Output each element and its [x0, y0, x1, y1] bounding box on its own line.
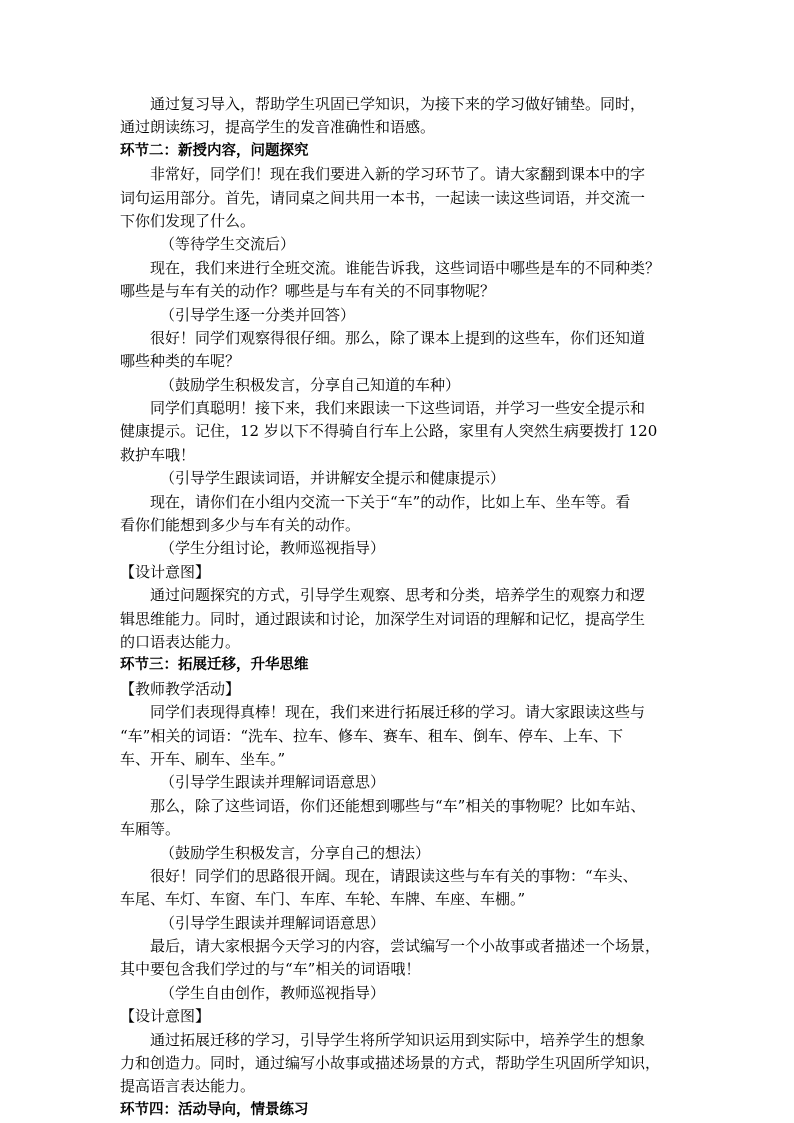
- paragraph-first-line: 通过复习导入，帮助学生巩固已学知识，为接下来的学习做好铺垫。同时，: [150, 95, 646, 113]
- paragraph-first-line: 现在，请你们在小组内交流一下关于“车”的动作，比如上车、坐车等。看: [150, 492, 631, 511]
- document-page: [120, 93, 680, 1122]
- stage-direction-line: （引导学生跟读并理解词语意思）: [160, 913, 386, 932]
- paragraph-first-line: 非常好，同学们！现在我们要进入新的学习环节了。请大家翻到课本中的字: [150, 165, 646, 184]
- bracket-label: 【教师教学活动】: [120, 679, 241, 698]
- body-line: 车、开车、刷车、坐车。”: [120, 749, 286, 768]
- body-line: 的口语表达能力。: [120, 632, 241, 651]
- section-heading: 环节四：活动导向，情景练习: [120, 1101, 309, 1118]
- body-line: 哪些种类的车呢？: [120, 352, 241, 371]
- body-line: 词句运用部分。首先，请同桌之间共用一本书，一起读一读这些词语，并交流一: [120, 188, 646, 207]
- paragraph-first-line: 通过问题探究的方式，引导学生观察、思考和分类，培养学生的观察力和逻: [150, 586, 646, 605]
- stage-direction-line: （引导学生跟读并理解词语意思）: [160, 773, 386, 792]
- paragraph-first-line: 很好！同学们观察得很仔细。那么，除了课本上提到的这些车，你们还知道: [150, 328, 646, 347]
- body-line: 车尾、车灯、车窗、车门、车库、车轮、车牌、车座、车棚。”: [120, 890, 526, 909]
- paragraph-first-line: 最后，请大家根据今天学习的内容，尝试编写一个小故事或者描述一个场景，: [150, 937, 661, 956]
- paragraph-first-line: 那么，除了这些词语，你们还能想到哪些与“车”相关的事物呢？比如车站、: [150, 796, 646, 815]
- bracket-label: 【设计意图】: [120, 562, 211, 581]
- section-heading: 环节二：新授内容，问题探究: [120, 142, 309, 159]
- body-line: 救护车哦！: [120, 445, 196, 464]
- body-line: 其中要包含我们学过的与“车”相关的词语哦！: [120, 960, 421, 979]
- section-heading: 环节三：拓展迁移，升华思维: [120, 657, 309, 674]
- body-line: 力和创造力。同时，通过编写小故事或描述场景的方式，帮助学生巩固所学知识，: [120, 1054, 661, 1073]
- stage-direction-line: （鼓励学生积极发言，分享自己知道的车种）: [160, 375, 461, 394]
- stage-direction-line: （引导学生逐一分类并回答）: [160, 305, 356, 324]
- stage-direction-line: （学生自由创作，教师巡视指导）: [160, 983, 386, 1002]
- body-line: 提高语言表达能力。: [120, 1077, 256, 1096]
- paragraph-first-line: 通过拓展迁移的学习，引导学生将所学知识运用到实际中，培养学生的想象: [150, 1030, 646, 1049]
- body-line: 通过朗读练习，提高学生的发音准确性和语感。: [120, 118, 436, 137]
- body-line: 下你们发现了什么。: [120, 211, 256, 230]
- stage-direction-line: （学生分组讨论，教师巡视指导）: [160, 539, 386, 558]
- body-line: 车厢等。: [120, 820, 181, 839]
- body-line: 健康提示。记住，12 岁以下不得骑自行车上公路，家里有人突然生病要拨打 120: [120, 422, 658, 441]
- bracket-label: 【设计意图】: [120, 1007, 211, 1026]
- body-line: 看你们能想到多少与车有关的动作。: [120, 516, 361, 535]
- body-line: 哪些是与车有关的动作？哪些是与车有关的不同事物呢？: [120, 282, 496, 301]
- body-line: “车”相关的词语：“洗车、拉车、修车、赛车、租车、倒车、停车、上车、下: [120, 726, 624, 745]
- paragraph-first-line: 现在，我们来进行全班交流。谁能告诉我，这些词语中哪些是车的不同种类？: [150, 258, 661, 277]
- stage-direction-line: （引导学生跟读词语，并讲解安全提示和健康提示）: [160, 469, 506, 488]
- paragraph-first-line: 同学们真聪明！接下来，我们来跟读一下这些词语，并学习一些安全提示和: [150, 399, 646, 418]
- paragraph-first-line: 同学们表现得真棒！现在，我们来进行拓展迁移的学习。请大家跟读这些与: [150, 703, 646, 722]
- stage-direction-line: （鼓励学生积极发言，分享自己的想法）: [160, 843, 431, 862]
- body-line: 辑思维能力。同时，通过跟读和讨论，加深学生对词语的理解和记忆，提高学生: [120, 609, 646, 628]
- paragraph-first-line: 很好！同学们的思路很开阔。现在，请跟读这些与车有关的事物：“车头、: [150, 866, 638, 885]
- stage-direction-line: （等待学生交流后）: [160, 235, 296, 254]
